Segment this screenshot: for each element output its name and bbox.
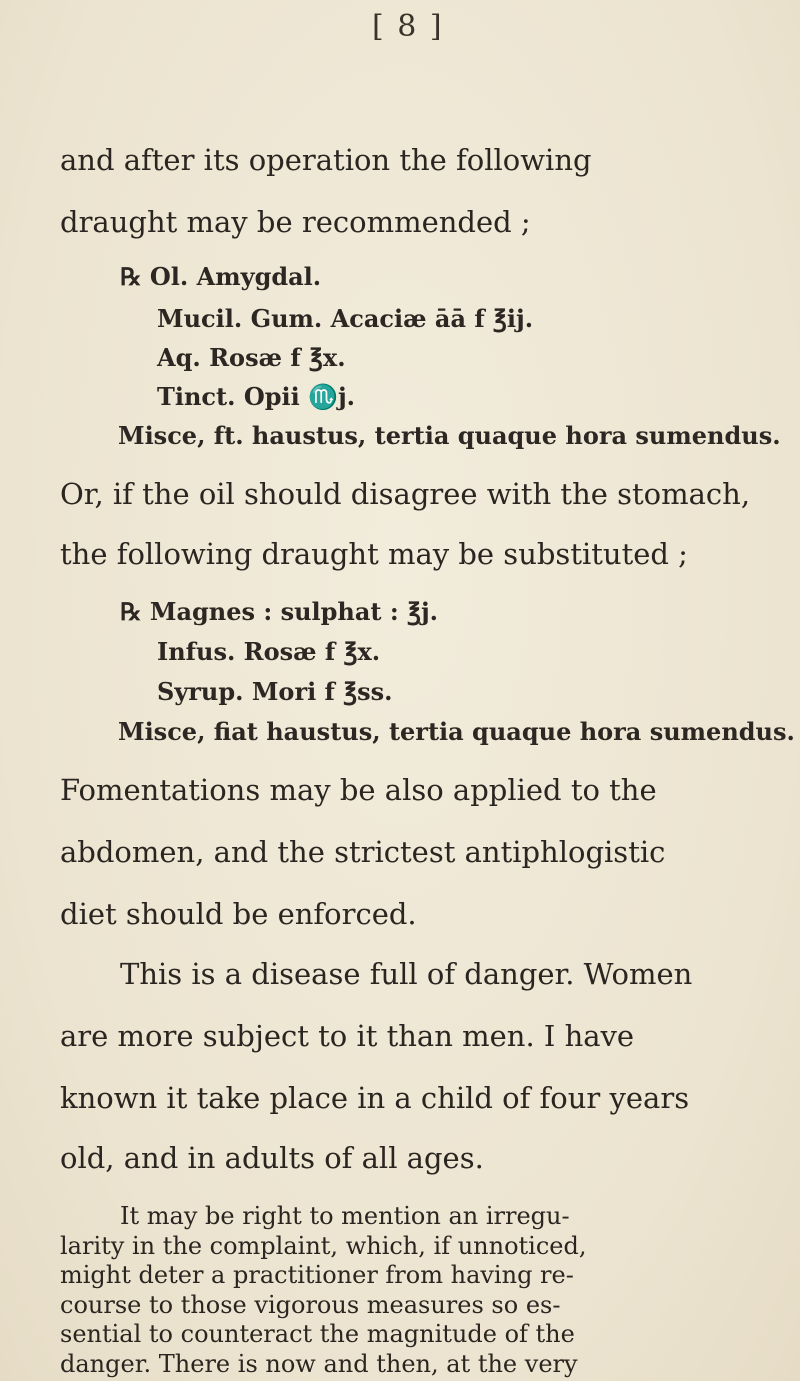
- text-line: course to those vigorous measures so es-: [60, 1291, 561, 1319]
- text-line: This is a disease full of danger. Women: [120, 957, 693, 991]
- prescription-line: Infus. Rosæ f ℥x.: [157, 637, 381, 666]
- text-line: known it take place in a child of four years: [60, 1081, 690, 1115]
- prescription-instruction: Misce, ft. haustus, tertia quaque hora sumendus.: [118, 421, 781, 450]
- text-line: diet should be enforced.: [60, 897, 417, 931]
- text-line: larity in the complaint, which, if unnoticed,: [60, 1232, 587, 1260]
- text-line: might deter a practitioner from having re-: [60, 1261, 574, 1289]
- prescription-line: Mucil. Gum. Acaciæ āā f ℥ij.: [157, 304, 534, 333]
- text-line: danger. There is now and then, at the very: [60, 1350, 578, 1378]
- prescription-line: Aq. Rosæ f ℥x.: [157, 343, 346, 372]
- prescription-line: Tinct. Opii ♏j.: [157, 382, 356, 411]
- text-line: sential to counteract the magnitude of the: [60, 1320, 575, 1348]
- text-line: Fomentations may be also applied to the: [60, 773, 657, 807]
- page-number: [ 8 ]: [372, 9, 444, 44]
- text-line: abdomen, and the strictest antiphlogistic: [60, 835, 666, 869]
- text-line: draught may be recommended ;: [60, 205, 531, 239]
- text-line: old, and in adults of all ages.: [60, 1141, 484, 1175]
- prescription-line: ℞ Ol. Amygdal.: [120, 262, 322, 291]
- text-line: the following draught may be substituted ;: [60, 537, 688, 571]
- text-line: Or, if the oil should disagree with the stomach,: [60, 477, 751, 511]
- text-line: It may be right to mention an irregu-: [120, 1202, 570, 1230]
- text-line: are more subject to it than men. I have: [60, 1019, 635, 1053]
- prescription-line: ℞ Magnes : sulphat : ℥j.: [120, 597, 438, 626]
- text-line: and after its operation the following: [60, 143, 592, 177]
- prescription-instruction: Misce, fiat haustus, tertia quaque hora sumendus.: [118, 717, 795, 746]
- prescription-line: Syrup. Mori f ℥ss.: [157, 677, 393, 706]
